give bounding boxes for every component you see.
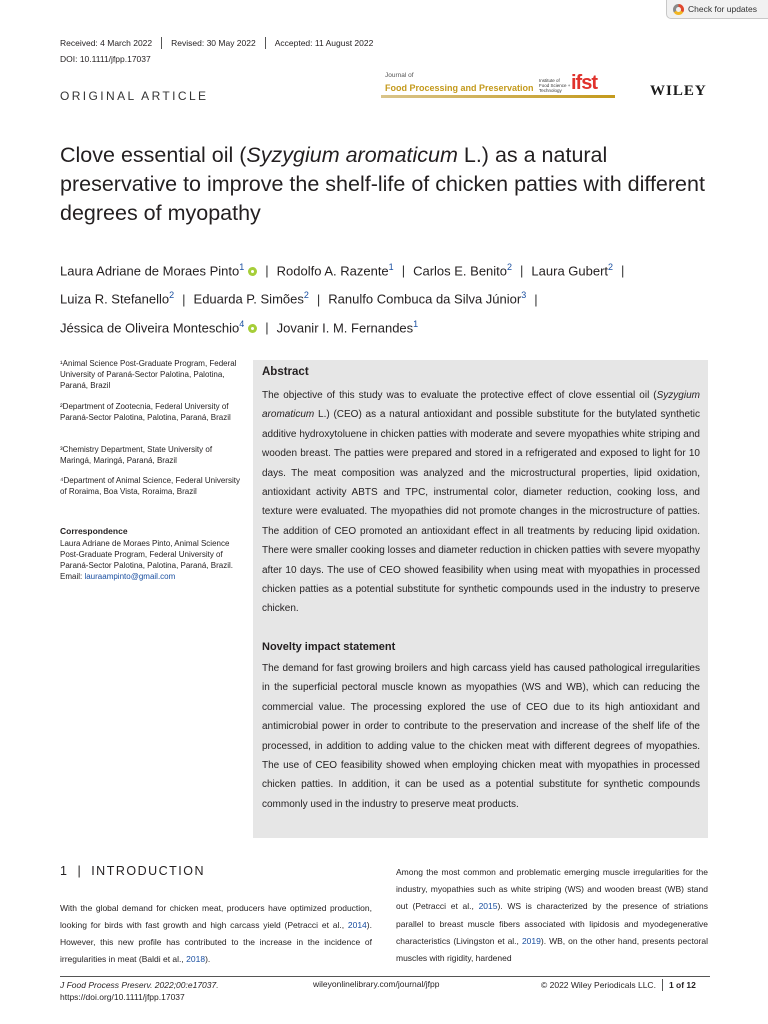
- journal-of-label: Journal of: [385, 72, 414, 79]
- affiliation: ⁴Department of Animal Science, Federal University of Roraima, Boa Vista, Roraima, Brazil: [60, 476, 240, 496]
- novelty-heading: Novelty impact statement: [262, 641, 396, 653]
- body-text: Among the most common and problematic emerging muscle irregularities for the industry, myopathies such as white striping (WS) and wooden breast (WB) stand out (Petracci et al.,: [396, 867, 708, 912]
- author-affiliation-number: 2: [303, 290, 309, 301]
- author-affiliation-number: 2: [608, 262, 614, 272]
- novelty-text: The demand for fast growing broilers and high carcass yield has caused pathological irregularities in the superficial pectoral muscle known as myopathies (WS and WB), which can reducing the commercial value. The processing explored the use of CEO due to its high antioxidant and antimicrobial power in order to contribute to the preservation and increase of the shelf life of the processed, in addition to adding value to the chicken meat with different degrees of myopathies. The use of CEO feasibility showed when employing chicken meat with myopathies in processed chicken patties. In addition, it can be used as a potential substitute for synthetic compounds commonly used in the industry to preserve meat products.: [262, 663, 700, 810]
- section-title: INTRODUCTION: [91, 864, 206, 878]
- crossmark-icon: [673, 4, 684, 15]
- correspondence-text: [60, 538, 240, 582]
- ifst-institute-label: Institute of Food Science + Technology: [539, 78, 571, 93]
- abstract-part: L.) (CEO) as a natural antioxidant and possible substitute for the butylated synthetic additive hydroxytoluene in chicken patties with moderate and severe myopathies white striping and wooden breast. The patties were prepared and stored in a refrigerated and exposed to light for 10 days. The meat composition was analyzed and the microstructural properties, lipid oxidation, antioxidant activity ABTS and TPC, instrumental color, diameter reduction, cooking loss, and texture were evaluated. The myopathies did not promote changes in the microstructure of patties. The addition of CEO promoted an antioxidant effect in all treatments by reducing lipid oxidation. There were smaller cooking losses and diameter reduction in chicken patties with severe myopathy after 10 days. The use of CEO showed feasibility when using meat with myopathies in processed chicken patties as a potential substitute for synthetic compounds used in the industry to preserve chicken.: [262, 409, 700, 615]
- author-name: Jovanir I. M. Fernandes: [276, 319, 414, 335]
- title-part: L.) as a natural preservative to improve the shelf-life of chicken patties with different degrees of myopathy: [60, 143, 705, 225]
- affiliation: ¹Animal Science Post-Graduate Program, Federal University of Paraná-Sector Palotina, Palotina, Paraná, Brazil: [60, 359, 237, 390]
- footer-citation: [60, 979, 219, 1003]
- author-name: Ranulfo Combuca da Silva Júnior: [328, 291, 522, 307]
- body-text: ). WB, on the other hand, presents pectoral muscles with rigidity, hardened: [396, 935, 708, 964]
- section-heading: [60, 864, 205, 878]
- author-separator: |: [401, 263, 406, 279]
- footer-divider: [60, 976, 710, 977]
- email-link[interactable]: lauraampinto@gmail.com: [84, 572, 176, 581]
- citation-link[interactable]: 2018: [186, 954, 206, 964]
- citation-link[interactable]: 2019: [521, 935, 541, 946]
- body-text: ). WS is characterized by the presence of striations parallel to breast muscle fibers associated with lipidosis and myodegenerative characteristics (Livingston et al.,: [396, 901, 708, 946]
- body-column-right: [396, 864, 708, 967]
- title-part: Clove essential oil (: [60, 143, 247, 167]
- author-affiliation-number: 1: [239, 262, 245, 272]
- accepted-date: Accepted: 11 August 2022: [274, 38, 374, 48]
- journal-citation: J Food Process Preserv. 2022;00:e17037.: [60, 980, 219, 990]
- author-separator: |: [534, 291, 538, 307]
- correspondence-heading: Correspondence: [60, 526, 128, 536]
- citation-link[interactable]: 2014: [347, 920, 367, 930]
- section-separator: |: [77, 864, 83, 878]
- body-column-left: [60, 900, 372, 968]
- ifst-logo: ifst: [571, 72, 597, 94]
- journal-name: Food Processing and Preservation: [385, 83, 534, 93]
- affiliation: ³Chemistry Department, State University of Maringá, Maringá, Paraná, Brazil: [60, 445, 213, 465]
- check-for-updates-button[interactable]: [666, 0, 768, 19]
- abstract-part: The objective of this study was to evaluate the protective effect of clove essential oil (: [262, 390, 657, 401]
- divider: [265, 37, 266, 49]
- citation-link[interactable]: 2015: [478, 901, 498, 912]
- author-list: [60, 255, 730, 340]
- author-name: Eduarda P. Simões: [193, 291, 304, 307]
- orcid-icon[interactable]: [248, 324, 257, 333]
- author-affiliation-number: 1: [413, 318, 419, 329]
- divider: [662, 979, 663, 991]
- abstract-heading: Abstract: [262, 366, 309, 378]
- orcid-icon[interactable]: [248, 267, 257, 276]
- author-affiliation-number: 2: [507, 262, 513, 272]
- title-species: Syzygium aromaticum: [246, 143, 458, 167]
- body-text: With the global demand for chicken meat, producers have optimized production, looking for birds with fast growth and high carcass yield (Petracci et al.,: [60, 903, 372, 930]
- author-name: Rodolfo A. Razente: [276, 263, 389, 279]
- publisher-logo: WILEY: [650, 83, 707, 99]
- body-text: ).: [205, 954, 211, 964]
- received-date: Received: 4 March 2022: [60, 38, 153, 48]
- logo-bar: [381, 95, 615, 98]
- author-separator: |: [265, 263, 269, 279]
- author-affiliation-number: 1: [388, 262, 394, 272]
- check-for-updates-label: Check for updates: [688, 4, 757, 14]
- affiliation: ²Department of Zootecnia, Federal University of Paraná-Sector Palotina, Palotina, Paraná, Brazil: [60, 402, 231, 422]
- footer-right: [541, 979, 696, 991]
- article-type: ORIGINAL ARTICLE: [60, 89, 209, 103]
- email-label: Email:: [60, 572, 85, 581]
- page-number: 1 of 12: [668, 980, 696, 990]
- author-name: Luiza R. Stefanello: [60, 291, 170, 307]
- revised-date: Revised: 30 May 2022: [171, 38, 256, 48]
- author-separator: |: [520, 263, 524, 279]
- author-separator: |: [182, 291, 186, 307]
- footer-doi-url[interactable]: https://doi.org/10.1111/jfpp.17037: [60, 992, 185, 1002]
- abstract-species: Syzygium aromaticum: [262, 390, 700, 421]
- author-name: Carlos E. Benito: [413, 263, 508, 279]
- author-affiliation-number: 2: [169, 290, 175, 301]
- article-dates: [60, 37, 373, 49]
- journal-logo: [381, 71, 631, 99]
- author-name: Laura Adriane de Moraes Pinto: [60, 263, 240, 279]
- footer-site-link[interactable]: wileyonlinelibrary.com/journal/jfpp: [313, 979, 440, 989]
- author-affiliation-number: 3: [521, 290, 527, 301]
- divider: [161, 37, 162, 49]
- abstract-text: [262, 386, 700, 619]
- copyright: © 2022 Wiley Periodicals LLC.: [541, 980, 656, 990]
- author-separator: |: [265, 319, 269, 335]
- author-separator: |: [621, 263, 625, 279]
- correspondence-address: Laura Adriane de Moraes Pinto, Animal Science Post-Graduate Program, Federal University of Paraná-Sector Palotina, Palotina, Paraná, Brazil.: [60, 539, 233, 570]
- author-name: Jéssica de Oliveira Monteschio: [60, 319, 240, 335]
- section-number: 1: [60, 864, 69, 878]
- author-affiliation-number: 4: [239, 318, 245, 329]
- author-separator: |: [316, 291, 321, 307]
- article-doi: DOI: 10.1111/jfpp.17037: [60, 54, 151, 64]
- body-text: ). However, this new profile has contributed to the increase in the incidence of irregularities in meat (Baldi et al.,: [60, 920, 372, 964]
- author-name: Laura Gubert: [531, 263, 609, 279]
- article-title: [60, 141, 720, 228]
